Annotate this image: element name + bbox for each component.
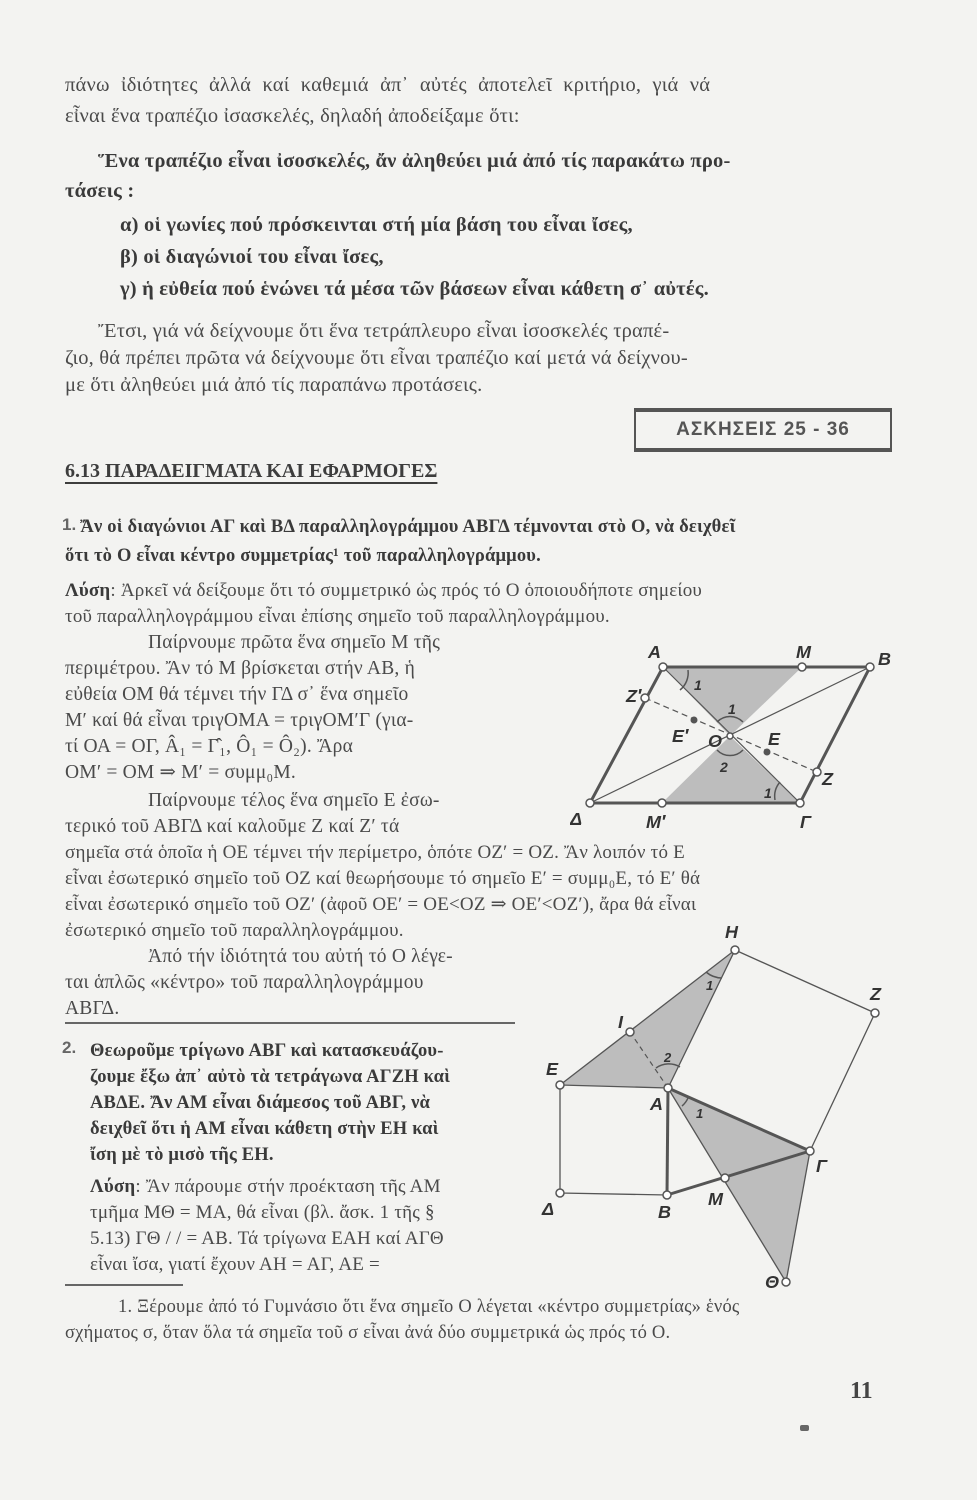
label-M: Μ — [796, 642, 811, 662]
label-H: Η — [725, 922, 738, 942]
label-TH: Θ — [765, 1272, 780, 1290]
ink-blot — [800, 1425, 809, 1431]
page-number: 11 — [850, 1378, 873, 1404]
footnote-divider — [65, 1284, 183, 1286]
criterion-item-b: β) οἱ διαγώνιοί του εἶναι ἴσες, — [120, 246, 384, 268]
ex1-narrow-7: Παίρνουμε τέλος ἕνα σημεῖο Ε ἐσω- — [148, 790, 440, 811]
example-1-solution-1 — [65, 578, 702, 604]
example-2-number: 2. — [62, 1038, 77, 1057]
label-angle-g1: 1 — [764, 785, 772, 801]
ex1-narrow-6: ΟΜ′ = ΟΜ ⇒ Μ′ = συμμ₀Μ. — [65, 762, 296, 783]
label-Mprime: Μ′ — [646, 812, 666, 832]
exercises-label: ΑΣΚΗΣΕΙΣ 25 - 36 — [676, 419, 850, 440]
figure-parallelogram — [570, 630, 900, 840]
ex1-narrow-3: εὐθεία ΟΜ θά τέμνει τήν ΓΔ σ᾽ ἕνα σημεῖο — [65, 684, 409, 705]
example-2-statement-5: ἴση μὲ τὸ μισὸ τῆς ΕΗ. — [90, 1145, 274, 1165]
ex1-narrow-2: περιμέτρου. Ἄν τό Μ βρίσκεται στήν ΑΒ, ἡ — [65, 658, 415, 679]
figure-squares — [520, 910, 920, 1290]
ex1-wide-4: ἐσωτερικό σημεῖο τοῦ παραλληλογράμμου. — [65, 920, 404, 941]
label-E: Ε — [768, 729, 781, 749]
example-1-statement-1: Ἄν οἱ διαγώνιοι ΑΓ καὶ ΒΔ παραλληλογράμμου ΑΒΓΔ τέμνονται στὸ Ο, νὰ δειχθεῖ — [80, 517, 736, 537]
label-G: Γ — [800, 812, 811, 832]
criterion-lead-2: τάσεις : — [65, 180, 135, 202]
example-divider — [65, 1022, 515, 1024]
label-O: Ο — [708, 731, 723, 751]
label-angle-a1: 1 — [696, 1106, 704, 1121]
label-angle-h1: 1 — [706, 978, 714, 993]
label-E: Ε — [546, 1059, 559, 1079]
solution-label: Λύση — [90, 1176, 136, 1197]
section-heading: 6.13 ΠΑΡΑΔΕΙΓΜΑΤΑ ΚΑΙ ΕΦΑΡΜΟΓΕΣ — [65, 460, 438, 482]
label-angle-o1: 1 — [728, 701, 736, 717]
label-D: Δ — [570, 809, 583, 829]
label-A: Α — [648, 642, 661, 662]
label-M: Μ — [708, 1189, 723, 1209]
example-1-statement-2: ὅτι τὸ Ο εἶναι κέντρο συμμετρίας¹ τοῦ παραλληλογράμμου. — [65, 546, 541, 566]
solution-text: : Ἄν πάρουμε στήν προέκταση τῆς ΑΜ — [135, 1176, 441, 1197]
example-2-solution-1 — [90, 1174, 441, 1200]
criterion-item-c: γ) ἡ εὐθεία πού ἑνώνει τά μέσα τῶν βάσεων εἶναι κάθετη σ᾽ αὐτές. — [120, 278, 709, 300]
ex1-wide-2: εἶναι ἐσωτερικό σημεῖο τοῦ ΟΖ καί θεωρήσουμε τό σημεῖο Ε′ = συμμ₀Ε, τό Ε′ θά — [65, 868, 701, 889]
ex1-closing-2: ται ἁπλῶς «κέντρο» τοῦ παραλληλογράμμου — [65, 972, 424, 993]
ex1-narrow-8: τερικό τοῦ ΑΒΓΔ καί καλοῦμε Ζ καί Ζ′ τά — [65, 816, 400, 837]
criterion-lead-1: Ἕνα τραπέζιο εἶναι ἰσοσκελές, ἄν ἀληθεύει μιά ἀπό τίς παρακάτω προ- — [98, 150, 731, 172]
label-A: Α — [650, 1094, 663, 1114]
label-Eprime: Ε′ — [672, 726, 689, 746]
ex1-narrow-5: τί ΟΑ = ΟΓ, Â₁ = Γ̂₁, Ô₁ = Ô₂). Ἄρα — [65, 736, 353, 757]
shaded-triangle-AGTH — [668, 1088, 810, 1282]
ex1-closing-1: Ἀπό τήν ἰδιότητά του αὐτή τό Ο λέγε- — [148, 946, 453, 967]
footnote-line-1: 1. Ξέρουμε ἀπό τό Γυμνάσιο ὅτι ἕνα σημεῖο Ο λέγεται «κέντρο συμμετρίας» ἑνός — [118, 1297, 740, 1317]
label-D: Δ — [542, 1199, 555, 1219]
exercises-box — [634, 408, 892, 452]
conclusion-line-3: με ὅτι ἀληθεύει μιά ἀπό τίς παραπάνω προτάσεις. — [65, 374, 483, 396]
label-I: Ι — [618, 1012, 624, 1032]
example-2-solution-2: τμῆμα ΜΘ = ΜΑ, θά εἶναι (βλ. ἄσκ. 1 τῆς § — [90, 1202, 435, 1223]
criterion-item-a: α) οἱ γωνίες πού πρόσκεινται στή μία βάση του εἶναι ἴσες, — [120, 214, 633, 236]
example-2-solution-4: εἶναι ἴσα, γιατί ἔχουν ΑΗ = ΑΓ, ΑΕ = — [90, 1254, 380, 1275]
example-2-statement-3: ΑΒΔΕ. Ἄν ΑΜ εἶναι διάμεσος τοῦ ΑΒΓ, νὰ — [90, 1093, 431, 1113]
label-B: Β — [658, 1202, 671, 1222]
conclusion-line-2: ζιο, θά πρέπει πρῶτα νά δείχνουμε ὅτι εἶναι τραπέζιο καί μετά νά δείχνου- — [65, 347, 688, 369]
ex1-closing-3: ΑΒΓΔ. — [65, 998, 120, 1019]
example-2-solution-3: 5.13) ΓΘ / / = ΑΒ. Τά τρίγωνα ΕΑΗ καί ΑΓΘ — [90, 1228, 444, 1249]
ex1-wide-3: εἶναι ἐσωτερικό σημεῖο τοῦ ΟΖ′ (ἀφοῦ ΟΕ′ = ΟΕ<ΟΖ ⇒ ΟΕ′<ΟΖ′), ἄρα θά εἶναι — [65, 894, 697, 915]
label-Z: Ζ — [822, 769, 833, 789]
intro-line-2: εἶναι ἕνα τραπέζιο ἰσασκελές, δηλαδή ἀποδείξαμε ὅτι: — [65, 105, 520, 127]
label-Z: Ζ — [870, 984, 881, 1004]
label-Zprime: Ζ′ — [626, 686, 642, 706]
intro-line-1: πάνω ἰδιότητες ἀλλά καί καθεμιά ἀπ᾽ αὐτές ἀποτελεῖ κριτήριο, γιά νά — [65, 74, 711, 96]
ex1-wide-1: σημεῖα στά ὁποῖα ἡ ΟΕ τέμνει τήν περίμετρο, ὁπότε ΟΖ′ = ΟΖ. Ἄν λοιπόν τό Ε — [65, 842, 685, 863]
label-angle-o2: 2 — [720, 759, 728, 775]
example-2-statement-2: ζουμε ἔξω ἀπ᾽ αὐτὸ τὰ τετράγωνα ΑΓΖΗ καὶ — [90, 1067, 451, 1087]
example-2-statement-4: δειχθεῖ ὅτι ἡ ΑΜ εἶναι κάθετη στὴν ΕΗ καὶ — [90, 1119, 439, 1139]
example-1-number: 1. — [62, 515, 77, 534]
ex1-narrow-4: Μ′ καί θά εἶναι τριγΟΜΑ = τριγΟΜ′Γ (για- — [65, 710, 414, 731]
label-angle-a1: 1 — [694, 677, 702, 693]
conclusion-line-1: Ἔτσι, γιά νά δείχνουμε ὅτι ἕνα τετράπλευρο εἶναι ἰσοσκελές τραπέ- — [98, 320, 670, 342]
label-B: Β — [878, 649, 891, 669]
footnote-line-2: σχήματος σ, ὅταν ὅλα τά σημεῖα τοῦ σ εἶναι ἀνά δύο συμμετρικά ὡς πρός τό Ο. — [65, 1323, 671, 1343]
example-1-solution-2: τοῦ παραλληλογράμμου εἶναι ἐπίσης σημεῖο τοῦ παραλληλογράμμου. — [65, 606, 610, 627]
solution-label: Λύση — [65, 580, 111, 601]
label-angle-a2: 2 — [664, 1050, 672, 1065]
label-G: Γ — [816, 1156, 827, 1176]
ex1-narrow-1: Παίρνουμε πρῶτα ἕνα σημεῖο Μ τῆς — [148, 632, 441, 653]
solution-text: : Ἀρκεῖ νά δείξουμε ὅτι τό συμμετρικό ὡς πρός τό Ο ὁποιουδήποτε σημείου — [110, 580, 703, 601]
example-2-statement-1: Θεωροῦμε τρίγωνο ΑΒΓ καὶ κατασκευάζου- — [90, 1041, 444, 1061]
